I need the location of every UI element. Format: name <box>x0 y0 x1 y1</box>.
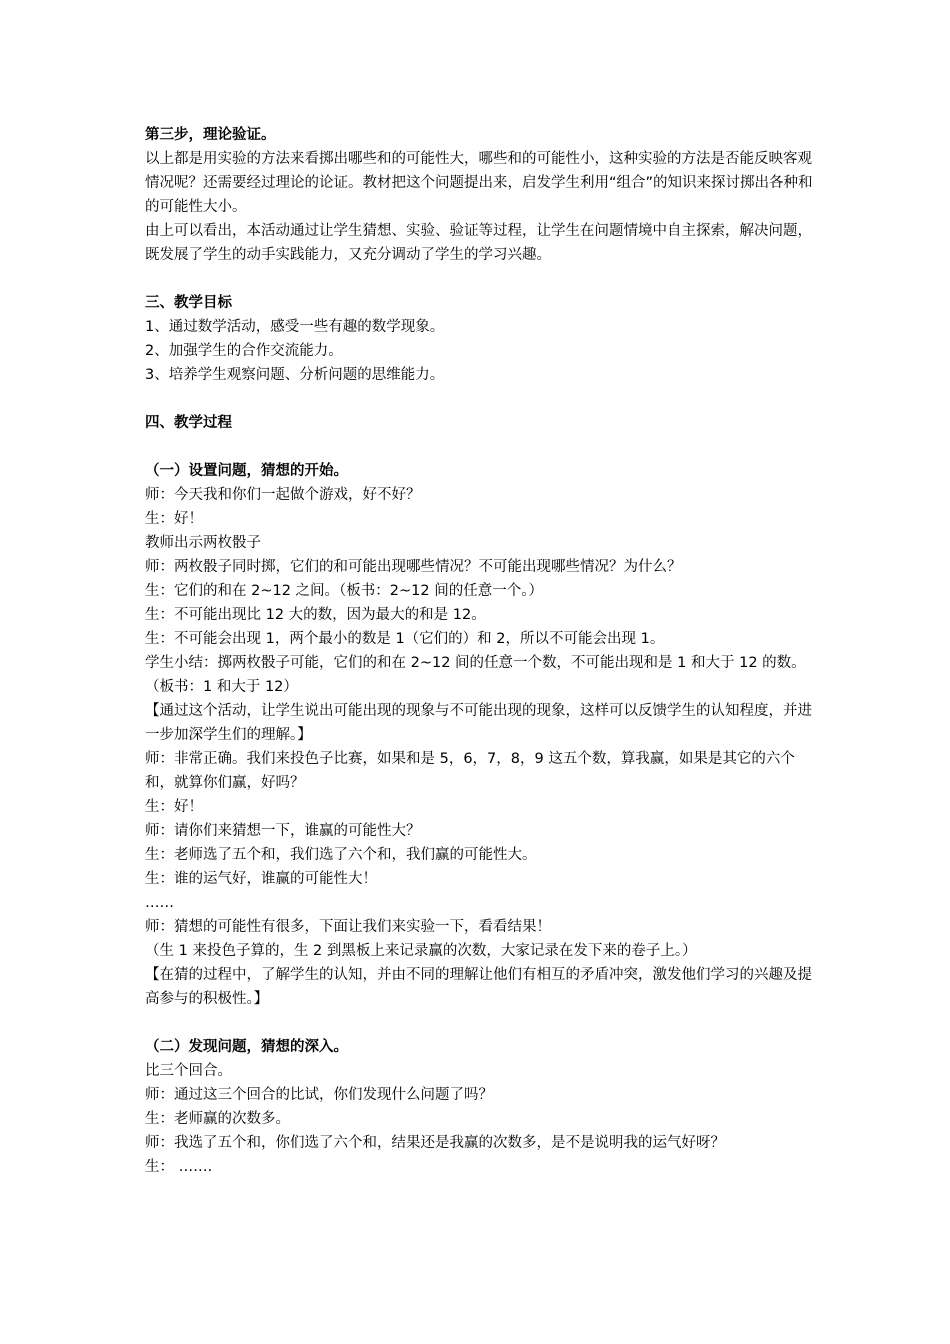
spacer <box>145 435 815 459</box>
dialogue-line: 生：老师选了五个和，我们选了六个和，我们赢的可能性大。 <box>145 847 537 863</box>
dialogue-line: 教师出示两枚骰子 <box>145 535 261 551</box>
dialogue-line: 师：非常正确。我们来投色子比赛，如果和是 5，6，7，8，9 这五个数，算我赢，如果是其它的六个和，就算你们赢，好吗？ <box>145 751 795 791</box>
annotation-note: 【在猜的过程中，了解学生的认知，并由不同的理解让他们有相互的矛盾冲突，激发他们学习的兴趣及提高参与的积极性。】 <box>145 967 812 1007</box>
goal-item: 3、培养学生观察问题、分析问题的思维能力。 <box>145 367 445 383</box>
dialogue-line: 师：通过这三个回合的比试，你们发现什么问题了吗？ <box>145 1087 493 1103</box>
dialogue-line: 生：好！ <box>145 799 203 815</box>
section-heading-goals: 三、教学目标 <box>145 295 232 311</box>
spacer <box>145 1011 815 1035</box>
dialogue-line: 生：老师赢的次数多。 <box>145 1111 290 1127</box>
dialogue-line: 生：不可能会出现 1，两个最小的数是 1（它们的）和 2，所以不可能会出现 1。 <box>145 631 665 647</box>
dialogue-line: 师：两枚骰子同时掷，它们的和可能出现哪些情况？不可能出现哪些情况？为什么？ <box>145 559 682 575</box>
dialogue-line: 师：猜想的可能性有很多，下面让我们来实验一下，看看结果！ <box>145 919 551 935</box>
dialogue-line: 比三个回合。 <box>145 1063 232 1079</box>
dialogue-line: （生 1 来投色子算的，生 2 到黑板上来记录赢的次数，大家记录在发下来的卷子上。） <box>145 943 697 959</box>
annotation-note: 【通过这个活动，让学生说出可能出现的现象与不可能出现的现象，这样可以反馈学生的认知程度，并进一步加深学生们的理解。】 <box>145 703 812 743</box>
dialogue-line: 师：请你们来猜想一下，谁赢的可能性大？ <box>145 823 421 839</box>
dialogue-line: 生：谁的运气好，谁赢的可能性大！ <box>145 871 377 887</box>
spacer <box>145 267 815 291</box>
dialogue-line: 师：今天我和你们一起做个游戏，好不好？ <box>145 487 421 503</box>
dialogue-line: 生：它们的和在 2~12 之间。（板书：2~12 间的任意一个。） <box>145 583 543 599</box>
paragraph: 由上可以看出，本活动通过让学生猜想、实验、验证等过程，让学生在问题情境中自主探索，解决问题，既发展了学生的动手实践能力，又充分调动了学生的学习兴趣。 <box>145 223 812 263</box>
ellipsis-line: …… <box>145 895 174 911</box>
document-body <box>145 123 815 1179</box>
section-heading-step3: 第三步，理论验证。 <box>145 127 276 143</box>
dialogue-line: 师：我选了五个和，你们选了六个和，结果还是我赢的次数多，是不是说明我的运气好呀？ <box>145 1135 725 1151</box>
subsection-heading-part1: （一）设置问题，猜想的开始。 <box>145 463 348 479</box>
subsection-heading-part2: （二）发现问题，猜想的深入。 <box>145 1039 348 1055</box>
spacer <box>145 387 815 411</box>
paragraph: 以上都是用实验的方法来看掷出哪些和的可能性大，哪些和的可能性小，这种实验的方法是否能反映客观情况呢？还需要经过理论的论证。教材把这个问题提出来，启发学生利用“组合”的知识来探讨掷出各种和的可能性大小。 <box>145 151 813 215</box>
goal-item: 2、加强学生的合作交流能力。 <box>145 343 343 359</box>
dialogue-line: 生：好！ <box>145 511 203 527</box>
dialogue-line: 学生小结：掷两枚骰子可能，它们的和在 2~12 间的任意一个数，不可能出现和是 1 和大于 12 的数。（板书：1 和大于 12） <box>145 655 806 695</box>
goal-item: 1、通过数学活动，感受一些有趣的数学现象。 <box>145 319 445 335</box>
dialogue-line: 生： ……. <box>145 1159 213 1175</box>
dialogue-line: 生：不可能出现比 12 大的数，因为最大的和是 12。 <box>145 607 486 623</box>
section-heading-process: 四、教学过程 <box>145 415 232 431</box>
